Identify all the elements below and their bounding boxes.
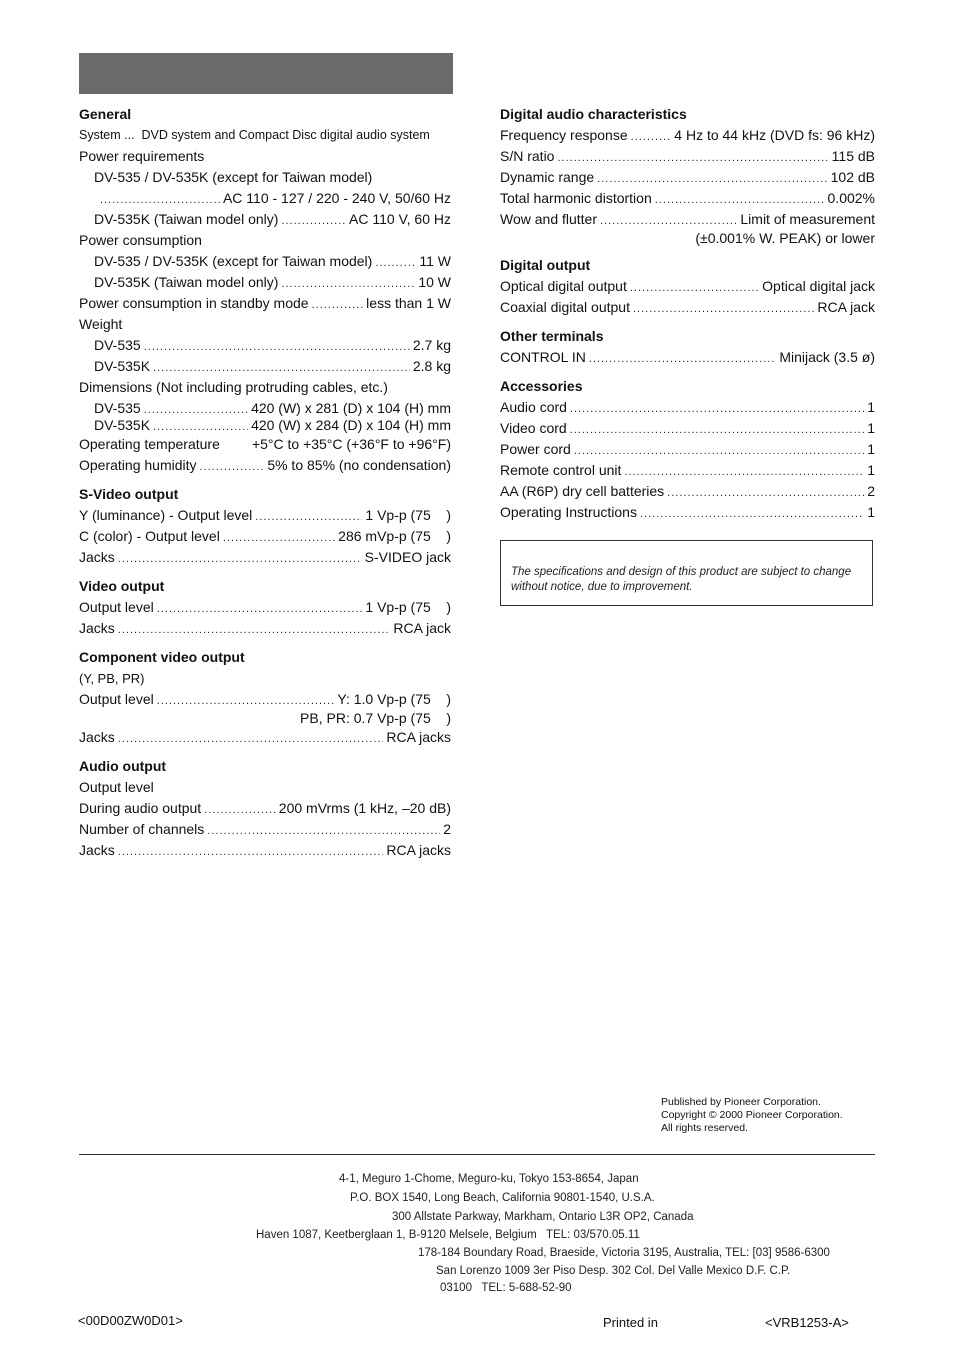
spec-a-1: During audio output ..... 200 mVrms (1 kHz, –20 dB) bbox=[79, 798, 451, 819]
spec-weight: Weight bbox=[79, 316, 123, 332]
doc-code-left: <00D00ZW0D01> bbox=[78, 1313, 183, 1328]
address-line-5: 178-184 Boundary Road, Braeside, Victoria 3195, Australia, TEL: [03] 9586-6300 bbox=[418, 1247, 830, 1259]
address-line-7: 03100 TEL: 5-688-52-90 bbox=[440, 1282, 572, 1294]
doc-code-right: <VRB1253-A> bbox=[765, 1315, 849, 1330]
spec-dims-2: DV-535K ..... 420 (W) x 284 (D) x 104 (H) mm bbox=[79, 417, 451, 434]
spec-c-2: Jacks ..... RCA jacks bbox=[79, 727, 451, 748]
address-line-2: P.O. BOX 1540, Long Beach, California 90801-1540, U.S.A. bbox=[350, 1192, 655, 1204]
spec-v-1: Output level ..... 1 Vp-p (75 ) bbox=[79, 597, 451, 618]
spec-power-consumption: Power consumption bbox=[79, 232, 202, 248]
spec-sv-1: Y (luminance) - Output level ..... 1 Vp-p (75 ) bbox=[79, 505, 451, 526]
spec-v-2: Jacks ..... RCA jack bbox=[79, 618, 451, 639]
accessory-row: AA (R6P) dry cell batteries ..... 2 bbox=[500, 481, 875, 502]
spec-freq-response: Frequency response ..... 4 Hz to 44 kHz (DVD fs: 96 kHz) bbox=[500, 125, 875, 146]
spec-standby: Power consumption in standby mode ..... less than 1 W bbox=[79, 293, 451, 314]
accessory-row: Power cord ..... 1 bbox=[500, 439, 875, 460]
accessory-row: Remote control unit ..... 1 bbox=[500, 460, 875, 481]
spec-thd: Total harmonic distortion ..... 0.002% bbox=[500, 188, 875, 209]
spec-audio-sub: Output level bbox=[79, 779, 154, 795]
spec-wow-flutter-cont: (±0.001% W. PEAK) or lower bbox=[695, 230, 875, 246]
spec-op-humidity: Operating humidity ..... 5% to 85% (no condensation) bbox=[79, 455, 451, 476]
section-title-svideo: S-Video output bbox=[79, 486, 179, 502]
section-header-bar bbox=[79, 53, 453, 94]
address-line-6: San Lorenzo 1009 3er Piso Desp. 302 Col. Del Valle Mexico D.F. C.P. bbox=[436, 1265, 791, 1277]
spec-power-requirements: Power requirements bbox=[79, 148, 205, 164]
spec-weight-1: DV-535 ..... 2.7 kg bbox=[79, 335, 451, 356]
spec-pc-line1: DV-535 / DV-535K (except for Taiwan model) ..... 11 W bbox=[79, 251, 451, 272]
accessory-row: Audio cord ..... 1 bbox=[500, 397, 875, 418]
accessory-row: Video cord ..... 1 bbox=[500, 418, 875, 439]
publisher-line: Published by Pioneer Corporation. bbox=[661, 1096, 821, 1108]
spec-sn-ratio: S/N ratio ..... 115 dB bbox=[500, 146, 875, 167]
spec-coaxial-output: Coaxial digital output ..... RCA jack bbox=[500, 297, 875, 318]
spec-sv-3: Jacks ..... S-VIDEO jack bbox=[79, 547, 451, 568]
spec-a-2: Number of channels ..... 2 bbox=[79, 819, 451, 840]
section-title-video: Video output bbox=[79, 578, 165, 594]
notice-text: The specifications and design of this product are subject to change without notice, due to improvement. bbox=[511, 566, 852, 593]
address-line-1: 4-1, Meguro 1-Chome, Meguro-ku, Tokyo 153-8654, Japan bbox=[339, 1173, 639, 1185]
spec-pc-line2: DV-535K (Taiwan model only) ..... 10 W bbox=[79, 272, 451, 293]
spec-pr-line2: ..... AC 110 - 127 / 220 - 240 V, 50/60 Hz bbox=[79, 188, 451, 209]
spec-c-1: Output level ..... Y: 1.0 Vp-p (75 ) bbox=[79, 689, 451, 710]
rights-line: All rights reserved. bbox=[661, 1122, 748, 1134]
section-title-accessories: Accessories bbox=[500, 378, 583, 394]
section-title-other-terminals: Other terminals bbox=[500, 328, 604, 344]
spec-op-temp: Operating temperature +5°C to +35°C (+36°F to +96°F) bbox=[79, 436, 451, 452]
specification-notice-box bbox=[500, 540, 873, 606]
section-title-digital-output: Digital output bbox=[500, 257, 591, 273]
spec-wow-flutter: Wow and flutter ..... Limit of measurement bbox=[500, 209, 875, 230]
spec-dimensions: Dimensions (Not including protruding cables, etc.) bbox=[79, 379, 388, 395]
publisher-info bbox=[661, 1096, 891, 1135]
spec-optical-output: Optical digital output ..... Optical digital jack bbox=[500, 276, 875, 297]
spec-sv-2: C (color) - Output level ..... 286 mVp-p (75 ) bbox=[79, 526, 451, 547]
specs-right-column bbox=[500, 104, 875, 523]
printed-in-label: Printed in bbox=[603, 1315, 658, 1330]
spec-comp-sub: (Y, PB, PR) bbox=[79, 671, 145, 686]
spec-weight-2: DV-535K ..... 2.8 kg bbox=[79, 356, 451, 377]
spec-pr-line1: DV-535 / DV-535K (except for Taiwan model) bbox=[94, 169, 373, 185]
spec-row-system: System ... DVD system and Compact Disc digital audio system bbox=[79, 128, 430, 142]
section-title-component: Component video output bbox=[79, 649, 245, 665]
section-title-general: General bbox=[79, 106, 132, 122]
spec-dynamic-range: Dynamic range ..... 102 dB bbox=[500, 167, 875, 188]
spec-c-1-cont: PB, PR: 0.7 Vp-p (75 ) bbox=[300, 710, 451, 726]
spec-pr-line3: DV-535K (Taiwan model only) ..... AC 110 V, 60 Hz bbox=[79, 209, 451, 230]
footer-divider bbox=[79, 1154, 875, 1155]
spec-dims-1: DV-535 ..... 420 (W) x 281 (D) x 104 (H) mm bbox=[79, 400, 451, 417]
address-line-4: Haven 1087, Keetberglaan 1, B-9120 Melsele, Belgium TEL: 03/570.05.11 bbox=[256, 1229, 640, 1241]
spec-a-3: Jacks ..... RCA jacks bbox=[79, 840, 451, 861]
address-line-3: 300 Allstate Parkway, Markham, Ontario L3R OP2, Canada bbox=[392, 1211, 694, 1223]
copyright-line: Copyright © 2000 Pioneer Corporation. bbox=[661, 1109, 843, 1121]
specs-left-column bbox=[79, 104, 451, 861]
accessory-row: Operating Instructions ..... 1 bbox=[500, 502, 875, 523]
spec-control-in: CONTROL IN ..... Minijack (3.5 ø) bbox=[500, 347, 875, 368]
section-title-audio: Audio output bbox=[79, 758, 167, 774]
section-title-digital-audio: Digital audio characteristics bbox=[500, 106, 687, 122]
